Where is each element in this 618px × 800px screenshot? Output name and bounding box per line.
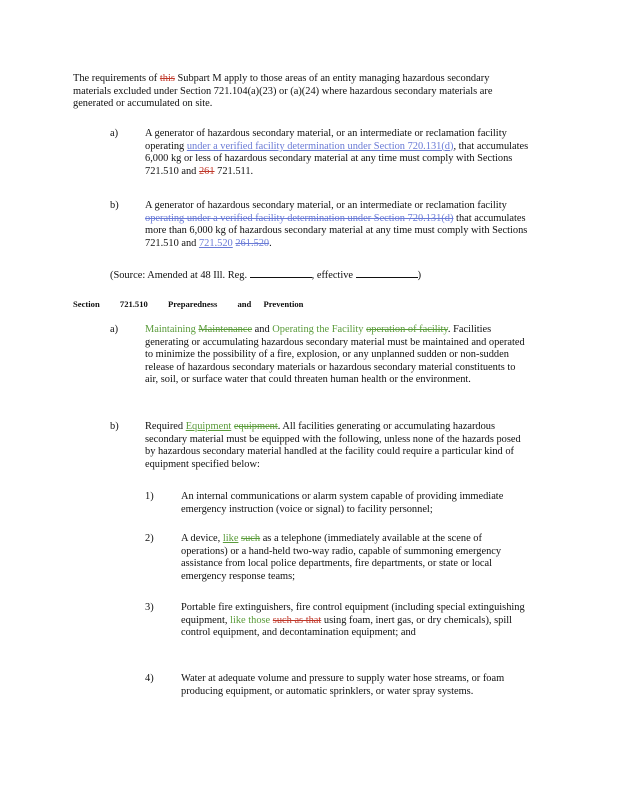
source-note	[110, 268, 530, 283]
list-item-2-text-1: A device,	[181, 533, 223, 544]
section-heading	[73, 298, 493, 311]
list-item-3-green-text: like those	[230, 614, 271, 626]
item-a-inserted: under a verified facility determination under Section 720.131(d)	[186, 140, 454, 152]
intro-text-2: Subpart M apply to those areas of an entity managing hazardous secondary materials excluded under Section 721.104(a)(23) or (a)(24) where hazardous secondary materials are generated or accumulated on site.	[73, 73, 493, 110]
section-a-green-deleted-1: Maintenance	[198, 324, 253, 335]
item-b-deleted-ref: 261.520	[235, 237, 270, 249]
source-text-2: , effective	[311, 270, 356, 281]
section-b-green-deleted: equipment	[233, 421, 278, 432]
list-item-4	[181, 673, 531, 698]
section-a-green-2: Operating the Facility	[272, 324, 364, 335]
section-b-paragraph	[145, 421, 530, 471]
item-b-text-1: A generator of hazardous secondary material, or an intermediate or reclamation facility	[145, 200, 507, 211]
section-b-label: b)	[110, 421, 119, 432]
section-b-green-inserted: Equipment	[185, 421, 232, 432]
section-a-and: and	[252, 324, 273, 335]
item-a-deleted-ref: 261	[198, 165, 215, 177]
list-item-4-text: Water at adequate volume and pressure to supply water hose streams, or foam producing equipment, or automatic sprinklers, or water spray systems.	[181, 673, 505, 697]
list-item-3	[181, 602, 531, 640]
list-item-4-label: 4)	[145, 673, 154, 684]
item-b-text-2: that accumulates more than 6,000 kg of hazardous secondary material at any time must comply with Sections 721.510 and	[145, 212, 528, 249]
section-title-2: and	[237, 299, 252, 309]
item-b-paragraph	[145, 200, 530, 250]
list-item-3-text-1: Portable fire extinguishers, fire control equipment (including special extinguishing equipment,	[181, 602, 525, 626]
deleted-this: this	[159, 73, 175, 84]
item-b-label: b)	[110, 200, 119, 211]
list-item-3-text-2: using foam, inert gas, or dry chemicals), spill control equipment, and decontamination equipment; and	[181, 614, 513, 639]
register-blank	[250, 268, 312, 278]
item-b-inserted-ref: 721.520	[198, 237, 233, 249]
section-title-3: Prevention	[263, 299, 304, 309]
section-b-text-2: . All facilities generating or accumulating hazardous secondary material must be equipped with the following, unless none of the hazards posed by hazardous secondary material handled at the facility could require a particular kind of equipment specified below:	[145, 421, 521, 470]
section-b-text-1: Required	[145, 421, 186, 432]
list-item-2-text-2: as a telephone (immediately available at the scene of operations) or a hand-held two-way radio, capable of summoning emergency assistance from local police departments, fire departments, or state or local emergency response teams;	[181, 533, 502, 582]
list-item-2-label: 2)	[145, 533, 154, 544]
item-b-text-3: .	[269, 237, 272, 249]
item-b-deleted: operating under a verified facility determination under Section 720.131(d)	[145, 212, 454, 224]
intro-paragraph	[73, 73, 497, 111]
list-item-1-label: 1)	[145, 491, 154, 502]
list-item-2-green-deleted: such	[241, 533, 261, 544]
section-title-1: Preparedness	[167, 299, 218, 309]
source-text-3: )	[417, 270, 422, 281]
list-item-3-label: 3)	[145, 602, 154, 613]
section-a-text: . Facilities generating or accumulating hazardous secondary material must be maintained and operated to minimize the possibility of a fire, explosion, or any unplanned sudden or non-sudden release of hazardous secondary materials or hazardous secondary material constituents to air, soil, or surface water that could threaten human health or the environment.	[145, 324, 525, 386]
section-a-label: a)	[110, 324, 119, 335]
item-a-label: a)	[110, 128, 119, 139]
section-a-green-1: Maintaining	[145, 324, 196, 335]
list-item-3-deleted: such as that	[272, 614, 322, 626]
list-item-2	[181, 533, 531, 583]
list-item-1	[181, 491, 526, 516]
item-a-text-1: A generator of hazardous secondary material, or an intermediate or reclamation facility operating	[145, 128, 507, 152]
intro-text-1: The requirements of	[73, 73, 160, 84]
list-item-1-text: An internal communications or alarm system capable of providing immediate emergency instruction (voice or signal) to facility personnel;	[181, 491, 504, 515]
item-a-text-3: 721.511.	[214, 165, 254, 177]
source-text-1: (Source: Amended at 48 Ill. Reg.	[110, 270, 250, 281]
section-a-paragraph	[145, 324, 530, 387]
section-word: Section	[73, 299, 100, 309]
item-a-text-2: , that accumulates 6,000 kg or less of hazardous secondary material at any time must comply with Sections 721.510 and	[145, 140, 529, 177]
section-a-green-deleted-2: operation of facility	[366, 324, 448, 335]
effective-date-blank	[356, 268, 418, 278]
list-item-2-green-inserted: like	[222, 533, 239, 544]
section-number: 721.510	[119, 299, 148, 309]
item-a-paragraph	[145, 128, 530, 178]
